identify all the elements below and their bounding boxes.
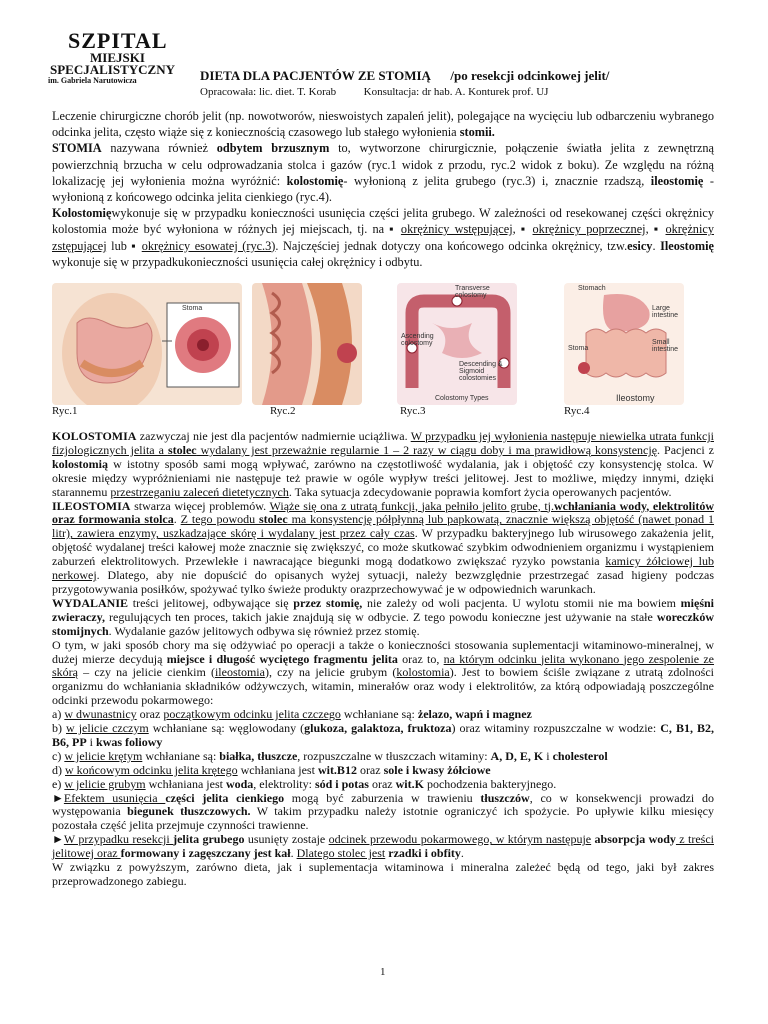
figure-3-image: [397, 283, 517, 405]
figure-4-caption: Ryc.4: [564, 405, 590, 417]
paragraph-wydalanie: WYDALANIE treści jelitowej, odbywające się przez stomię, nie zależy od woli pacjenta. U wylotu stomii nie ma bowiem mięśni zwieraczy, regulujących ten proces, takich jakie znajdują się w odbycie. Z tego powodu konieczne jest używanie na stałe woreczków stomijnych. Wydalanie gazów jelitowych odbywa się również przez stomię.: [52, 595, 714, 638]
list-item-d: d) w końcowym odcinku jelita krętego wchłaniana jest wit.B12 oraz sole i kwasy żółciowe: [52, 762, 491, 777]
figure-4-label-ileostomy: Ileostomy: [616, 393, 655, 403]
list-item-c: c) w jelicie krętym wchłaniane są: białka, tłuszcze, rozpuszczalne w tłuszczach witaminy: A, D, E, K i cholesterol: [52, 748, 608, 763]
prepared-by: Opracowała: lic. diet. T. Korab: [200, 86, 337, 98]
paragraph-nutrition-intro: O tym, w jaki sposób chory ma się odżywiać po operacji a także o konieczności stosowania suplementacji witaminowo-mineralnej, w dużej mierze decydują miejsce i długość wyciętego fragmentu jelita oraz to, na którym odcinku jelita wykonano jego zespolenie ze skórą – czy na jelicie cienkim (ileostomia), czy na jelicie grubym (kolostomia). Jest to bowiem ściśle związane z utratą zdolności organizmu do wchłaniania składników odżywczych, witamin, minerałów oraz wody i elektrolitów, za którą odpowiadają poszczególne odcinki przewodu pokarmowego:: [52, 637, 715, 708]
logo-line-1: SZPITAL: [68, 28, 168, 53]
page-number: 1: [380, 966, 386, 978]
intro-paragraph-1: Leczenie chirurgiczne chorób jelit (np. nowotworów, nieswoistych zapaleń jelit), polegające na wycięciu lub odbarczeniu wybranego odcinka jelita, często wiąże się z koniecznością czasowego lub stałego wyłonienia stomii.: [52, 109, 714, 140]
authors-line: [200, 86, 548, 98]
figure-1-caption: Ryc.1: [52, 405, 78, 417]
paragraph-ileostomia: ILEOSTOMIA stwarza więcej problemów. Wiąże się ona z utratą funkcji, jaka pełniło jelito grube, tj.wchłaniania wody, elektrolitów oraz formowania stolca. Z tego powodu stolec ma konsystencję półpłynną lub papkowatą, znacznie większą objętość (nawet ponad 1 litr), zawiera enzymy, uszkadzające skórę i wydalany jest przez cały czas. W przypadku bakteryjnego lub wirusowego zakażenia jelit, objętość wydalanej treści kałowej może znacznie się zwiększyć, co może skutkować szybkim odwodnieniem organizmu i wystąpieniem zaburzeń elektrolitowych. Przewlekłe i nawracające biegunki mogą dodatkowo zwiększać ryzyko powstania kamicy żółciowej lub nerkowej. Dlatego, aby nie dopuścić do opisanych wyżej sytuacji, należy bezwzględnie przestrzegać zasad higieny podczas przygotowywania posiłków, spożywać tylko świeże produkty orazprzechowywać je w odpowiednich warunkach.: [52, 498, 715, 596]
paragraph-large-intestine: ►W przypadku resekcji jelita grubego usunięty zostaje odcinek przewodu pokarmowego, w którym następuje absorpcja wody z treści jelitowej oraz formowany i zagęszczany jest kał. Dlatego stolec jest rzadki i obfity.: [52, 832, 714, 861]
document-title: [200, 68, 609, 84]
figure-3-label-descending: Descending & Sigmoid colostomies: [459, 361, 503, 382]
body-section: [52, 430, 714, 889]
figures-row: [52, 283, 714, 423]
intro-section: [52, 108, 714, 270]
figure-1-image: [52, 283, 242, 405]
list-item-b: b) w jelicie czczym wchłaniane są: węglowodany (glukoza, galaktoza, fruktoza) oraz witaminy rozpuszczalne w wodzie: C, B1, B2, B6, PP i kwas foliowy: [52, 721, 714, 749]
figure-4-label-stoma: Stoma: [568, 345, 589, 352]
figure-2-caption: Ryc.2: [270, 405, 296, 417]
hospital-logo: [48, 28, 176, 84]
figure-4-label-stomach: Stomach: [578, 285, 606, 292]
figure-4-label-large-intestine: Large intestine: [652, 305, 679, 319]
figure-4-label-small-intestine: Small intestine: [652, 339, 679, 353]
intro-paragraph-2: STOMIA nazywana również odbytem brzusznym to, wytworzone chirurgicznie, połączenie światła jelita z zewnętrzną powierzchnią brzucha w celu odprowadzania stolca i gazów (ryc.1 widok z przodu, ryc.2 widok z boku). Ze względu na różną lokalizację jej wyłonienia można wyróżnić: kolostomię- wyłonioną z jelita grubego (ryc.3) i, znacznie rzadszą, ileostomię - wyłonioną z końcowego odcinka jelita cienkiego (ryc.4).: [52, 141, 714, 205]
logo-line-4: im. Gabriela Narutowicza: [48, 76, 137, 85]
figure-1-label: Stoma: [182, 305, 203, 312]
title-main: DIETA DLA PACJENTÓW ZE STOMIĄ: [200, 68, 431, 83]
paragraph-conclusion: W związku z powyższym, zarówno dieta, jak i suplementacja witaminowa i mineralna zależeć będą od tego, jaki był zakres przeprowadzonego zabiegu.: [52, 860, 714, 888]
figure-2-image: [252, 283, 362, 405]
figure-3-label-transverse: Transverse colostomy: [455, 285, 490, 299]
list-item-e: e) w jelicie grubym wchłaniana jest woda, elektrolity: sód i potas oraz wit.K pochodzenia bakteryjnego.: [52, 776, 557, 791]
paragraph-small-intestine: ►Efektem usunięcia części jelita cienkiego mogą być zaburzenia w trawieniu tłuszczów, co w konsekwencji prowadzi do występowania biegunek tłuszczowych. W takim przypadku należy istotnie ograniczyć ich spożycie. Po upływie kilku miesięcy pozostała część jelita przejmuje czynności trawienne.: [52, 790, 714, 833]
list-item-a: a) w dwunastnicy oraz początkowym odcinku jelita czczego wchłaniane są: żelazo, wapń i magnez: [52, 707, 532, 722]
logo-line-3: SPECJALISTYCZNY: [50, 62, 175, 77]
figure-3-label-types: Colostomy Types: [435, 395, 489, 402]
figure-4-image: [564, 283, 684, 405]
paragraph-kolostomia: KOLOSTOMIA zazwyczaj nie jest dla pacjentów nadmiernie uciążliwa. W przypadku jej wyłonienia następuje niewielka utrata funkcji fizjologicznych jelita a stolec wydalany jest przeważnie regularnie 1 – 2 razy w ciągu doby i ma prawidłową konsystencję. Pacjenci z kolostomią w istotny sposób sami mogą wpływać, zarówno na częstotliwość wydalania, jak i objętość czy konsystencję stolca. W okresie między wypróżnieniami nie następuje też prawie w ogóle wypływ treści jelitowej. Jest to możliwe, między innymi, dzięki starannemu przestrzeganiu zaleceń dietetycznych. Taka sytuacja zdecydowanie poprawia komfort życia operowanych pacjentów.: [52, 429, 714, 499]
intro-paragraph-3: Kolostomięwykonuje się w przypadku konieczności usunięcia części jelita grubego. W zależności od resekowanej części okrężnicy kolostomia może być wyłoniona w różnych jej miejscach, tj. na ▪ okrężnicy wstępującej, ▪ okrężnicy poprzecznej, ▪ okrężnicy zstępującej lub ▪ okrężnicy esowatej (ryc.3). Najczęściej jednak dotyczy ona końcowego odcinka okrężnicy, tzw.esicy. Ileostomię wykonuje się w przypadkukonieczności usunięcia całej okrężnicy i odbytu.: [52, 206, 715, 269]
figure-3-caption: Ryc.3: [400, 405, 426, 417]
title-note: /po resekcji odcinkowej jelit/: [450, 68, 610, 83]
figure-3-label-ascending: Ascending colostomy: [401, 333, 434, 347]
consultation: Konsultacja: dr hab. A. Konturek prof. UJ: [363, 86, 549, 98]
logo-line-2: MIEJSKI: [90, 50, 145, 65]
